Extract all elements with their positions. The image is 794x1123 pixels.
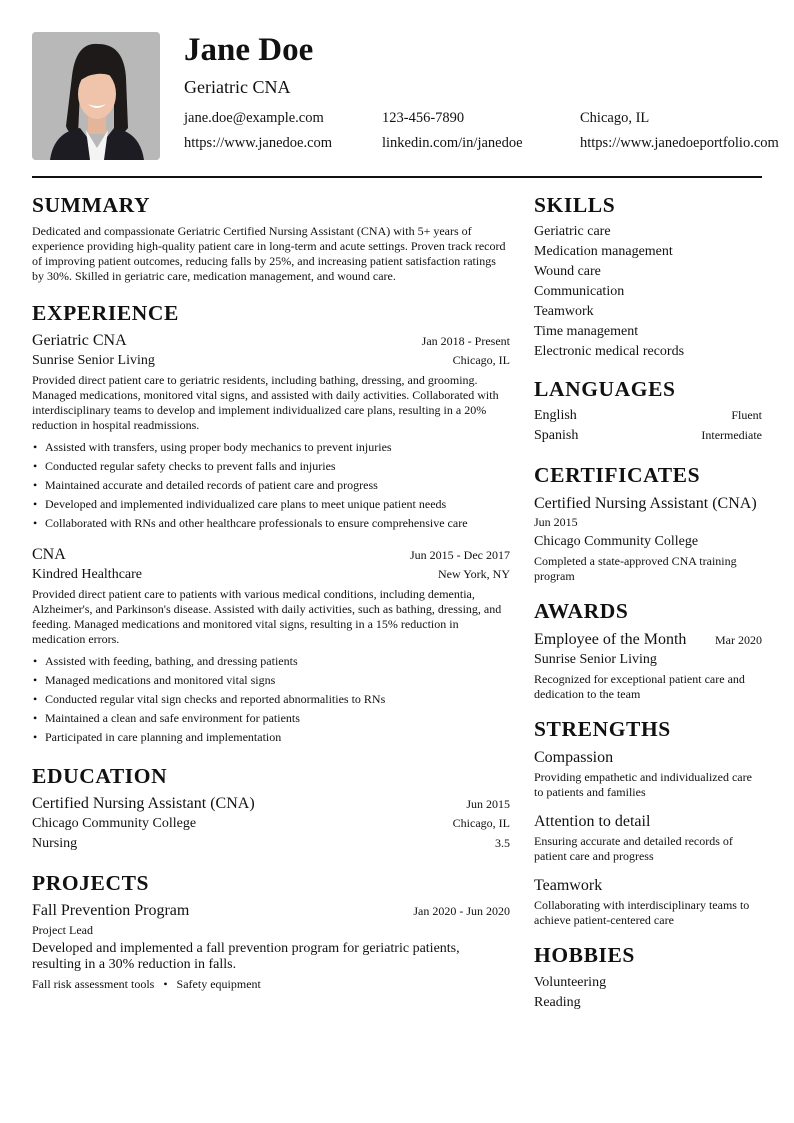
email-link[interactable]: jane.doe@example.com	[184, 110, 324, 126]
field-of-study: Nursing	[32, 836, 78, 851]
award-date: Mar 2020	[715, 633, 762, 647]
project-name: Fall Prevention Program	[32, 902, 190, 919]
strength-description: Providing empathetic and individualized care to patients and families	[534, 770, 752, 799]
job-title: Geriatric CNA	[32, 332, 127, 349]
list-item: • Developed and implemented individualized care plans to meet unique patient needs	[32, 495, 510, 514]
project-tag: Safety equipment	[176, 977, 261, 991]
candidate-name: Jane Doe	[184, 32, 314, 68]
strength-name: Teamwork	[534, 877, 603, 894]
skills-section	[534, 190, 762, 362]
job-bullets	[32, 438, 510, 533]
certificate-description: Completed a state-approved CNA training program	[534, 554, 737, 583]
school-location: Chicago, IL	[452, 816, 510, 830]
awards-section	[534, 596, 762, 702]
section-heading: CERTIFICATES	[534, 463, 701, 487]
project-dates: Jan 2020 - Jun 2020	[413, 904, 510, 918]
job-bullets	[32, 652, 510, 747]
profile-photo	[32, 32, 160, 160]
award-name: Employee of the Month	[534, 631, 687, 648]
section-heading: EXPERIENCE	[32, 301, 179, 325]
job-entry	[32, 331, 510, 533]
main-column	[32, 190, 510, 992]
list-item: • Maintained a clean and safe environment for patients	[32, 709, 510, 728]
section-heading: LANGUAGES	[534, 377, 676, 401]
list-item: • Collaborated with RNs and other healthcare professionals to ensure comprehensive care	[32, 514, 510, 533]
phone-number: 123-456-7890	[382, 110, 465, 126]
education-date: Jun 2015	[466, 797, 510, 811]
list-item: • Maintained accurate and detailed records of patient care and progress	[32, 476, 510, 495]
section-heading: EDUCATION	[32, 764, 168, 788]
list-item: • Assisted with feeding, bathing, and dressing patients	[32, 652, 510, 671]
sidebar-column	[534, 190, 762, 1013]
skill-item: Geriatric care	[534, 224, 611, 239]
skill-item: Electronic medical records	[534, 344, 685, 359]
job-location: Chicago, IL	[452, 353, 510, 367]
header-divider	[32, 176, 762, 178]
linkedin-link[interactable]: linkedin.com/in/janedoe	[382, 135, 523, 151]
job-company: Kindred Healthcare	[32, 567, 142, 582]
list-item: • Conducted regular vital sign checks and reported abnormalities to RNs	[32, 690, 510, 709]
list-item: • Assisted with transfers, using proper body mechanics to prevent injuries	[32, 438, 510, 457]
certificate-name: Certified Nursing Assistant (CNA)	[534, 495, 757, 512]
avatar	[32, 32, 160, 160]
language-name: Spanish	[534, 428, 579, 443]
strength-description: Ensuring accurate and detailed records of patient care and progress	[534, 834, 733, 863]
project-tag: Fall risk assessment tools	[32, 977, 155, 991]
award-issuer: Sunrise Senior Living	[534, 652, 657, 667]
strength-description: Collaborating with interdisciplinary teams to achieve patient-centered care	[534, 898, 750, 927]
candidate-title: Geriatric CNA	[184, 77, 291, 97]
list-item: • Managed medications and monitored vital signs	[32, 671, 510, 690]
summary-text: Dedicated and compassionate Geriatric Certified Nursing Assistant (CNA) with 5+ years of experience providing high-quality patient care in long-term and acute settings. Proven track record of improving patient outcomes, reducing falls by 25%, and increasing patient satisfaction ratings by 30%. Skilled in geriatric care, medication management, and wound care.	[32, 224, 506, 283]
education-section	[32, 761, 510, 854]
strengths-section	[534, 714, 762, 928]
school-name: Chicago Community College	[32, 816, 197, 831]
list-item: • Participated in care planning and implementation	[32, 728, 510, 747]
tag-separator: •	[163, 977, 168, 991]
projects-section	[32, 868, 510, 992]
job-entry	[32, 545, 510, 747]
summary-section	[32, 190, 510, 284]
certificate-date: Jun 2015	[534, 515, 578, 529]
language-name: English	[534, 408, 577, 423]
portfolio-link[interactable]: https://www.janedoeportfolio.com	[580, 135, 779, 151]
project-tags	[32, 977, 510, 992]
job-title: CNA	[32, 546, 66, 563]
strength-name: Compassion	[534, 749, 614, 766]
section-heading: SUMMARY	[32, 193, 151, 217]
gpa: 3.5	[495, 836, 510, 850]
certificates-section	[534, 460, 762, 584]
website-link[interactable]: https://www.janedoe.com	[184, 135, 333, 151]
section-heading: STRENGTHS	[534, 717, 671, 741]
language-level: Fluent	[731, 408, 762, 422]
hobby-item: Volunteering	[534, 975, 607, 990]
section-heading: AWARDS	[534, 599, 629, 623]
skill-item: Medication management	[534, 244, 673, 259]
language-level: Intermediate	[701, 428, 762, 442]
job-description: Provided direct patient care to geriatric residents, including bathing, dressing, and grooming. Managed medications, monitored vital signs, and assisted with daily activities. Collaborated with interdisciplinary teams to develop and implement individualized care plans, resulting in a 20% reduction in hospital readmissions.	[32, 373, 499, 432]
experience-section	[32, 298, 510, 747]
job-company: Sunrise Senior Living	[32, 353, 155, 368]
hobby-item: Reading	[534, 995, 581, 1010]
skill-item: Teamwork	[534, 304, 594, 319]
skill-item: Communication	[534, 284, 625, 299]
certificate-issuer: Chicago Community College	[534, 534, 699, 549]
job-dates: Jan 2018 - Present	[421, 334, 510, 348]
skill-item: Wound care	[534, 264, 601, 279]
project-description: Developed and implemented a fall prevention program for geriatric patients, resulting in a 30% reduction in falls.	[32, 941, 460, 972]
location: Chicago, IL	[580, 110, 650, 126]
skill-item: Time management	[534, 324, 639, 339]
award-description: Recognized for exceptional patient care and dedication to the team	[534, 672, 745, 701]
job-dates: Jun 2015 - Dec 2017	[410, 548, 510, 562]
section-heading: PROJECTS	[32, 871, 150, 895]
degree-name: Certified Nursing Assistant (CNA)	[32, 795, 255, 812]
languages-section	[534, 374, 762, 446]
project-role: Project Lead	[32, 923, 93, 937]
list-item: • Conducted regular safety checks to prevent falls and injuries	[32, 457, 510, 476]
hobbies-section	[534, 940, 762, 1013]
job-location: New York, NY	[437, 567, 510, 581]
section-heading: HOBBIES	[534, 943, 635, 967]
section-heading: SKILLS	[534, 193, 616, 217]
job-description: Provided direct patient care to patients with various medical conditions, including dementia, Alzheimer's, and Parkinson's disease. Assisted with daily activities, such as bathing, dressing, and feeding. Managed medications and monitored vital signs, resulting in a 15% reduction in medication errors.	[32, 587, 502, 646]
strength-name: Attention to detail	[534, 813, 651, 830]
